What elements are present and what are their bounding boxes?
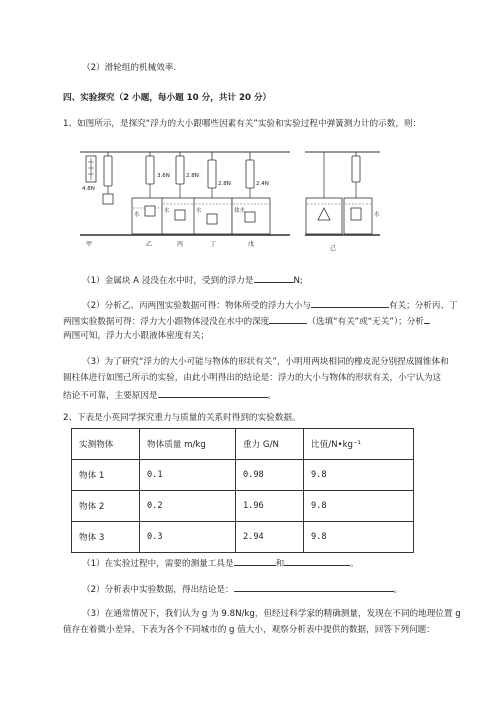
- reading-wu: 2.4N: [256, 181, 269, 187]
- table-cell: 2.94: [236, 522, 304, 553]
- section-heading: 四、实验探究（2 小题，每小题 10 分，共计 20 分）: [63, 93, 272, 103]
- q1-part2-blank-1[interactable]: [311, 298, 389, 308]
- q1-part3-blank[interactable]: [158, 388, 268, 398]
- q2-part2-end: 。: [393, 585, 403, 595]
- reading-jia: 4.8N: [82, 186, 95, 192]
- q1-stem: 1、如图所示，是探究“浮力的大小跟哪些因素有关”实验和实验过程中弹簧测力计的示数，则：: [63, 119, 422, 129]
- q2-part2-text: （2）分析表中实验数据，得出结论是：: [82, 585, 234, 595]
- q2-part2-blank[interactable]: [234, 582, 394, 592]
- table-cell: 9.8: [304, 491, 414, 522]
- figure-label-wu: 戊: [248, 241, 255, 248]
- table-row: [72, 522, 414, 553]
- q2-part2: [82, 582, 402, 596]
- table-row: [72, 460, 414, 491]
- table-header-cell: 物体质量 m/kg: [140, 429, 236, 460]
- q2-part1: [82, 556, 359, 570]
- table-header-row: [72, 429, 414, 460]
- setup-ding: [194, 152, 232, 234]
- q2-stem: 2、下表是小英同学探究重力与质量的关系时得到的实验数据。: [63, 413, 301, 423]
- q1-figure: [80, 142, 380, 257]
- intro-line: （2）滑轮组的机械效率.: [82, 63, 177, 73]
- q1-part2-text-a: （2）分析乙、丙两图实验数据可得：物体所受的浮力大小与: [82, 301, 311, 311]
- cylinder-shape: [351, 208, 361, 220]
- q2-part1-blank-2[interactable]: [284, 556, 350, 566]
- q1-part2-text-d: （选填“有关”或“无关”）；分析: [307, 317, 424, 327]
- reading-bing: 2.8N: [186, 173, 199, 179]
- figure-label-jia: 甲: [86, 241, 93, 248]
- q1-part1-unit: N;: [293, 276, 303, 286]
- liquid-label-ji: 水: [374, 212, 380, 218]
- table-cell: 物体 1: [72, 460, 140, 491]
- q2-part1-mid: 和: [275, 559, 285, 569]
- reading-yi: 3.6N: [157, 173, 170, 179]
- table-cell: 0.1: [140, 460, 236, 491]
- q1-part3-end: 。: [267, 391, 277, 401]
- table-cell: 9.8: [304, 522, 414, 553]
- table-header-cell: 重力 G/N: [236, 429, 304, 460]
- figure-label-ding: 丁: [210, 241, 217, 248]
- table-header-cell: 实测物体: [72, 429, 140, 460]
- q1-part2-blank-2[interactable]: [269, 314, 307, 324]
- q2-part1-text: （1）在实验过程中，需要的测量工具是: [82, 559, 234, 569]
- table-row: [72, 491, 414, 522]
- liquid-label-ding: 水: [196, 208, 202, 214]
- table-header-cell: 比值/N•kg⁻¹: [304, 429, 414, 460]
- table-cell: 0.2: [140, 491, 236, 522]
- q1-part1: [82, 273, 303, 287]
- liquid-label-wu: 盐水: [234, 208, 246, 214]
- table-cell: 9.8: [304, 460, 414, 491]
- q1-part2-text-c: 两图实验数据可得：浮力大小跟物体浸没在水中的深度: [63, 317, 270, 327]
- q1-part2-line3: 两图可知，浮力大小跟液体密度有关；: [63, 331, 210, 341]
- q2-part3-line2: 值存在着微小差异，下表为各个不同城市的 g 值大小，观察分析表中提供的数据，回答下列问题：: [63, 625, 435, 635]
- table-cell: 物体 2: [72, 491, 140, 522]
- q1-part2-blank-3[interactable]: [424, 314, 430, 324]
- table-cell: 0.3: [140, 522, 236, 553]
- setup-jia: [86, 152, 113, 204]
- q1-part1-blank[interactable]: [254, 273, 294, 283]
- figure-label-yi: 乙: [146, 241, 153, 248]
- q1-part1-text: （1）金属块 A 浸没在水中时，受到的浮力是: [82, 276, 254, 286]
- q2-part1-end: 。: [350, 559, 359, 569]
- reading-ding: 2.8N: [218, 181, 231, 187]
- figure-label-bing: 丙: [177, 241, 184, 248]
- figure-label-ji: 己: [330, 245, 337, 252]
- q1-part2-text-b: 有关；分析丙、丁: [388, 301, 458, 311]
- q2-data-table: [71, 428, 414, 553]
- liquid-label-yi: 水: [134, 212, 140, 218]
- q1-part2-line2: [63, 314, 430, 328]
- setup-ji: [306, 152, 372, 234]
- q1-part3-line1: （3）为了研究“浮力的大小可能与物体的形状有关”，小明用两块相同的橡皮泥分别捏成圆锥体和: [82, 357, 449, 367]
- table-cell: 物体 3: [72, 522, 140, 553]
- setup-wu: [232, 152, 270, 234]
- liquid-label-bing: 水: [164, 208, 170, 214]
- q1-part3-line3: [63, 388, 276, 402]
- q1-part2-line1: [82, 298, 458, 312]
- q2-part3-line1: （3）在通常情况下，我们认为 g 为 9.8N/kg，但经过科学家的精确测量，发现在不同的地理位置 g: [82, 609, 461, 619]
- table-cell: 1.96: [236, 491, 304, 522]
- table-cell: 0.98: [236, 460, 304, 491]
- q2-part1-blank-1[interactable]: [234, 556, 276, 566]
- q1-part3-text-c: 结论不可靠，主要原因是: [63, 391, 158, 401]
- q1-part3-line2: 圆柱体进行如图己所示的实验，由此小明得出的结论是：浮力的大小与物体的形状有关，小宁认为这: [63, 373, 442, 383]
